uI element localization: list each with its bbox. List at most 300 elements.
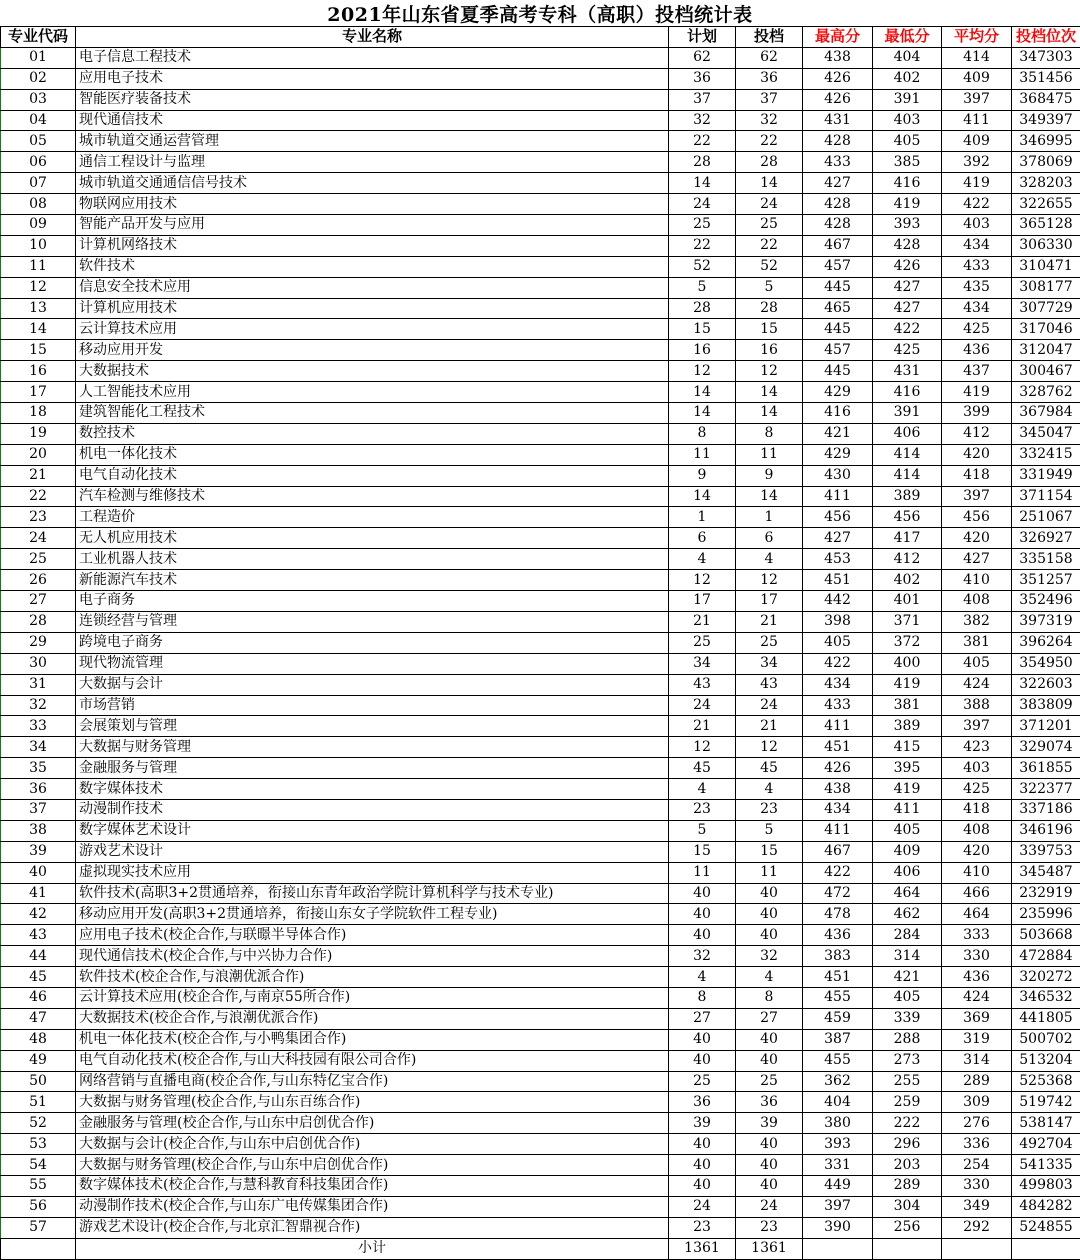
- cell-name[interactable]: 跨境电子商务: [76, 632, 669, 653]
- cell-max-score[interactable]: 436: [803, 925, 873, 946]
- cell-plan[interactable]: 40: [669, 1175, 736, 1196]
- cell-rank[interactable]: 513204: [1012, 1050, 1080, 1071]
- cell-admitted[interactable]: 28: [736, 298, 803, 319]
- cell-avg-score[interactable]: 427: [942, 549, 1012, 570]
- cell-rank[interactable]: 337186: [1012, 799, 1080, 820]
- cell-code[interactable]: 31: [1, 674, 76, 695]
- cell-max-score[interactable]: 428: [803, 215, 873, 236]
- cell-avg-score[interactable]: 412: [942, 423, 1012, 444]
- cell-code[interactable]: 55: [1, 1175, 76, 1196]
- cell-max-score[interactable]: 438: [803, 779, 873, 800]
- cell-plan[interactable]: 37: [669, 89, 736, 110]
- cell-code[interactable]: 25: [1, 549, 76, 570]
- cell-min-score[interactable]: 371: [873, 611, 942, 632]
- cell-rank[interactable]: 329074: [1012, 737, 1080, 758]
- cell-name[interactable]: 通信工程设计与监理: [76, 152, 669, 173]
- subtotal-admitted[interactable]: 1361: [736, 1238, 803, 1259]
- cell-avg-score[interactable]: 392: [942, 152, 1012, 173]
- cell-admitted[interactable]: 32: [736, 110, 803, 131]
- cell-plan[interactable]: 22: [669, 131, 736, 152]
- cell-admitted[interactable]: 21: [736, 611, 803, 632]
- cell-name[interactable]: 新能源汽车技术: [76, 570, 669, 591]
- cell-rank[interactable]: 310471: [1012, 256, 1080, 277]
- cell-name[interactable]: 建筑智能化工程技术: [76, 403, 669, 424]
- cell-code[interactable]: 15: [1, 340, 76, 361]
- cell-plan[interactable]: 40: [669, 1050, 736, 1071]
- cell-plan[interactable]: 15: [669, 319, 736, 340]
- cell-rank[interactable]: 306330: [1012, 235, 1080, 256]
- cell-min-score[interactable]: 414: [873, 465, 942, 486]
- cell-plan[interactable]: 40: [669, 1155, 736, 1176]
- cell-min-score[interactable]: 296: [873, 1134, 942, 1155]
- cell-min-score[interactable]: 372: [873, 632, 942, 653]
- cell-avg-score[interactable]: 405: [942, 653, 1012, 674]
- cell-min-score[interactable]: 427: [873, 298, 942, 319]
- cell-avg-score[interactable]: 319: [942, 1029, 1012, 1050]
- cell-name[interactable]: 汽车检测与维修技术: [76, 486, 669, 507]
- cell-plan[interactable]: 14: [669, 173, 736, 194]
- cell-plan[interactable]: 40: [669, 1134, 736, 1155]
- cell-avg-score[interactable]: 456: [942, 507, 1012, 528]
- cell-rank[interactable]: 371201: [1012, 716, 1080, 737]
- cell-min-score[interactable]: 288: [873, 1029, 942, 1050]
- cell-avg-score[interactable]: 424: [942, 674, 1012, 695]
- cell-max-score[interactable]: 398: [803, 611, 873, 632]
- cell-code[interactable]: 51: [1, 1092, 76, 1113]
- header-max-score[interactable]: 最高分: [803, 27, 873, 48]
- cell-plan[interactable]: 22: [669, 235, 736, 256]
- cell-admitted[interactable]: 25: [736, 1071, 803, 1092]
- cell-plan[interactable]: 12: [669, 361, 736, 382]
- cell-avg-score[interactable]: 464: [942, 904, 1012, 925]
- cell-max-score[interactable]: 453: [803, 549, 873, 570]
- cell-admitted[interactable]: 14: [736, 382, 803, 403]
- cell-max-score[interactable]: 457: [803, 256, 873, 277]
- cell-min-score[interactable]: 402: [873, 68, 942, 89]
- cell-plan[interactable]: 40: [669, 925, 736, 946]
- cell-avg-score[interactable]: 369: [942, 1008, 1012, 1029]
- cell-max-score[interactable]: 457: [803, 340, 873, 361]
- cell-rank[interactable]: 351456: [1012, 68, 1080, 89]
- cell-admitted[interactable]: 34: [736, 653, 803, 674]
- cell-avg-score[interactable]: 434: [942, 235, 1012, 256]
- cell-avg-score[interactable]: 408: [942, 820, 1012, 841]
- cell-avg-score[interactable]: 410: [942, 570, 1012, 591]
- cell-code[interactable]: 16: [1, 361, 76, 382]
- cell-min-score[interactable]: 393: [873, 215, 942, 236]
- cell-rank[interactable]: 541335: [1012, 1155, 1080, 1176]
- cell-rank[interactable]: 371154: [1012, 486, 1080, 507]
- cell-admitted[interactable]: 23: [736, 1217, 803, 1238]
- cell-min-score[interactable]: 422: [873, 319, 942, 340]
- cell-code[interactable]: 28: [1, 611, 76, 632]
- cell-name[interactable]: 连锁经营与管理: [76, 611, 669, 632]
- cell-admitted[interactable]: 5: [736, 820, 803, 841]
- cell-rank[interactable]: 335158: [1012, 549, 1080, 570]
- cell-min-score[interactable]: 273: [873, 1050, 942, 1071]
- cell-rank[interactable]: 492704: [1012, 1134, 1080, 1155]
- cell-admitted[interactable]: 8: [736, 987, 803, 1008]
- cell-admitted[interactable]: 8: [736, 423, 803, 444]
- cell-min-score[interactable]: 456: [873, 507, 942, 528]
- cell-min-score[interactable]: 259: [873, 1092, 942, 1113]
- cell-rank[interactable]: 346532: [1012, 987, 1080, 1008]
- cell-name[interactable]: 机电一体化技术(校企合作,与小鸭集团合作): [76, 1029, 669, 1050]
- cell-name[interactable]: 游戏艺术设计(校企合作,与北京汇智鼎视合作): [76, 1217, 669, 1238]
- cell-admitted[interactable]: 40: [736, 904, 803, 925]
- cell-plan[interactable]: 15: [669, 841, 736, 862]
- cell-name[interactable]: 智能产品开发与应用: [76, 215, 669, 236]
- cell-admitted[interactable]: 40: [736, 1175, 803, 1196]
- cell-min-score[interactable]: 426: [873, 256, 942, 277]
- cell-min-score[interactable]: 255: [873, 1071, 942, 1092]
- cell-rank[interactable]: 500702: [1012, 1029, 1080, 1050]
- cell-name[interactable]: 软件技术: [76, 256, 669, 277]
- cell-max-score[interactable]: 459: [803, 1008, 873, 1029]
- cell-admitted[interactable]: 12: [736, 361, 803, 382]
- cell-code[interactable]: 35: [1, 758, 76, 779]
- cell-plan[interactable]: 4: [669, 549, 736, 570]
- cell-avg-score[interactable]: 397: [942, 486, 1012, 507]
- cell-code[interactable]: 47: [1, 1008, 76, 1029]
- cell-code[interactable]: 09: [1, 215, 76, 236]
- cell-name[interactable]: 电气自动化技术: [76, 465, 669, 486]
- cell-code[interactable]: 49: [1, 1050, 76, 1071]
- cell-plan[interactable]: 28: [669, 152, 736, 173]
- cell-admitted[interactable]: 40: [736, 1134, 803, 1155]
- cell-admitted[interactable]: 45: [736, 758, 803, 779]
- cell-name[interactable]: 现代通信技术(校企合作,与中兴协力合作): [76, 946, 669, 967]
- cell-plan[interactable]: 21: [669, 611, 736, 632]
- cell-min-score[interactable]: 391: [873, 89, 942, 110]
- cell-admitted[interactable]: 24: [736, 695, 803, 716]
- cell-name[interactable]: 大数据与会计: [76, 674, 669, 695]
- cell-min-score[interactable]: 419: [873, 194, 942, 215]
- cell-rank[interactable]: 538147: [1012, 1113, 1080, 1134]
- cell-name[interactable]: 网络营销与直播电商(校企合作,与山东特亿宝合作): [76, 1071, 669, 1092]
- cell-rank[interactable]: 251067: [1012, 507, 1080, 528]
- cell-avg-score[interactable]: 399: [942, 403, 1012, 424]
- cell-code[interactable]: 12: [1, 277, 76, 298]
- cell-name[interactable]: 大数据技术(校企合作,与浪潮优派合作): [76, 1008, 669, 1029]
- cell-min-score[interactable]: 416: [873, 173, 942, 194]
- cell-rank[interactable]: 352496: [1012, 591, 1080, 612]
- cell-avg-score[interactable]: 436: [942, 967, 1012, 988]
- cell-code[interactable]: 06: [1, 152, 76, 173]
- cell-avg-score[interactable]: 382: [942, 611, 1012, 632]
- cell-admitted[interactable]: 52: [736, 256, 803, 277]
- cell-rank[interactable]: 396264: [1012, 632, 1080, 653]
- cell-max-score[interactable]: 478: [803, 904, 873, 925]
- cell-admitted[interactable]: 5: [736, 277, 803, 298]
- cell-min-score[interactable]: 256: [873, 1217, 942, 1238]
- cell-min-score[interactable]: 391: [873, 403, 942, 424]
- cell-avg-score[interactable]: 403: [942, 758, 1012, 779]
- cell-code[interactable]: 34: [1, 737, 76, 758]
- cell-admitted[interactable]: 14: [736, 173, 803, 194]
- cell-max-score[interactable]: 422: [803, 653, 873, 674]
- cell-plan[interactable]: 24: [669, 194, 736, 215]
- cell-max-score[interactable]: 433: [803, 152, 873, 173]
- cell-plan[interactable]: 25: [669, 1071, 736, 1092]
- cell-plan[interactable]: 12: [669, 570, 736, 591]
- cell-avg-score[interactable]: 418: [942, 799, 1012, 820]
- cell-avg-score[interactable]: 420: [942, 841, 1012, 862]
- cell-plan[interactable]: 43: [669, 674, 736, 695]
- cell-admitted[interactable]: 14: [736, 486, 803, 507]
- cell-plan[interactable]: 36: [669, 68, 736, 89]
- cell-code[interactable]: 17: [1, 382, 76, 403]
- cell-plan[interactable]: 24: [669, 695, 736, 716]
- cell-code[interactable]: 41: [1, 883, 76, 904]
- cell-code[interactable]: 39: [1, 841, 76, 862]
- cell-admitted[interactable]: 11: [736, 444, 803, 465]
- cell-avg-score[interactable]: 414: [942, 47, 1012, 68]
- cell-name[interactable]: 电气自动化技术(校企合作,与山大科技园有限公司合作): [76, 1050, 669, 1071]
- cell-max-score[interactable]: 430: [803, 465, 873, 486]
- cell-min-score[interactable]: 431: [873, 361, 942, 382]
- cell-plan[interactable]: 32: [669, 946, 736, 967]
- cell-rank[interactable]: 368475: [1012, 89, 1080, 110]
- cell-name[interactable]: 大数据与财务管理(校企合作,与山东中启创优合作): [76, 1155, 669, 1176]
- cell-code[interactable]: 27: [1, 591, 76, 612]
- cell-code[interactable]: 53: [1, 1134, 76, 1155]
- cell-avg-score[interactable]: 330: [942, 1175, 1012, 1196]
- cell-admitted[interactable]: 40: [736, 1155, 803, 1176]
- cell-code[interactable]: 36: [1, 779, 76, 800]
- cell-max-score[interactable]: 472: [803, 883, 873, 904]
- cell-plan[interactable]: 62: [669, 47, 736, 68]
- cell-admitted[interactable]: 39: [736, 1113, 803, 1134]
- cell-plan[interactable]: 40: [669, 1029, 736, 1050]
- header-plan[interactable]: 计划: [669, 27, 736, 48]
- cell-avg-score[interactable]: 408: [942, 591, 1012, 612]
- cell-plan[interactable]: 39: [669, 1113, 736, 1134]
- cell-name[interactable]: 移动应用开发(高职3+2贯通培养，衔接山东女子学院软件工程专业): [76, 904, 669, 925]
- cell-plan[interactable]: 52: [669, 256, 736, 277]
- cell-plan[interactable]: 5: [669, 277, 736, 298]
- cell-avg-score[interactable]: 349: [942, 1196, 1012, 1217]
- cell-min-score[interactable]: 400: [873, 653, 942, 674]
- cell-min-score[interactable]: 411: [873, 799, 942, 820]
- cell-rank[interactable]: 307729: [1012, 298, 1080, 319]
- cell-avg-score[interactable]: 292: [942, 1217, 1012, 1238]
- cell-rank[interactable]: 361855: [1012, 758, 1080, 779]
- cell-plan[interactable]: 8: [669, 987, 736, 1008]
- cell-max-score[interactable]: 465: [803, 298, 873, 319]
- cell-max-score[interactable]: 467: [803, 235, 873, 256]
- cell-plan[interactable]: 27: [669, 1008, 736, 1029]
- cell-name[interactable]: 市场营销: [76, 695, 669, 716]
- cell-admitted[interactable]: 40: [736, 1029, 803, 1050]
- cell-min-score[interactable]: 406: [873, 862, 942, 883]
- cell-rank[interactable]: 503668: [1012, 925, 1080, 946]
- cell-max-score[interactable]: 411: [803, 820, 873, 841]
- cell-name[interactable]: 工业机器人技术: [76, 549, 669, 570]
- cell-name[interactable]: 信息安全技术应用: [76, 277, 669, 298]
- cell-avg-score[interactable]: 410: [942, 862, 1012, 883]
- cell-code[interactable]: 24: [1, 528, 76, 549]
- cell-rank[interactable]: 347303: [1012, 47, 1080, 68]
- cell-min-score[interactable]: 415: [873, 737, 942, 758]
- cell-name[interactable]: 大数据与财务管理(校企合作,与山东百练合作): [76, 1092, 669, 1113]
- cell-min-score[interactable]: 289: [873, 1175, 942, 1196]
- cell-name[interactable]: 城市轨道交通通信信号技术: [76, 173, 669, 194]
- cell-max-score[interactable]: 426: [803, 89, 873, 110]
- cell-rank[interactable]: 308177: [1012, 277, 1080, 298]
- cell-admitted[interactable]: 21: [736, 716, 803, 737]
- cell-admitted[interactable]: 22: [736, 131, 803, 152]
- cell-max-score[interactable]: 445: [803, 277, 873, 298]
- cell-avg-score[interactable]: 254: [942, 1155, 1012, 1176]
- cell-rank[interactable]: 339753: [1012, 841, 1080, 862]
- cell-name[interactable]: 大数据与财务管理: [76, 737, 669, 758]
- cell-plan[interactable]: 6: [669, 528, 736, 549]
- cell-rank[interactable]: 322655: [1012, 194, 1080, 215]
- cell-plan[interactable]: 23: [669, 1217, 736, 1238]
- header-rank[interactable]: 投档位次: [1012, 27, 1080, 48]
- cell-avg-score[interactable]: 435: [942, 277, 1012, 298]
- cell-code[interactable]: 45: [1, 967, 76, 988]
- cell-admitted[interactable]: 62: [736, 47, 803, 68]
- cell-code[interactable]: 56: [1, 1196, 76, 1217]
- cell-avg-score[interactable]: 419: [942, 382, 1012, 403]
- cell-avg-score[interactable]: 309: [942, 1092, 1012, 1113]
- cell-code[interactable]: 21: [1, 465, 76, 486]
- cell-code[interactable]: 07: [1, 173, 76, 194]
- cell-rank[interactable]: 328203: [1012, 173, 1080, 194]
- cell-avg-score[interactable]: 333: [942, 925, 1012, 946]
- cell-avg-score[interactable]: 336: [942, 1134, 1012, 1155]
- cell-avg-score[interactable]: 397: [942, 89, 1012, 110]
- cell-rank[interactable]: 346196: [1012, 820, 1080, 841]
- cell-plan[interactable]: 11: [669, 444, 736, 465]
- cell-min-score[interactable]: 401: [873, 591, 942, 612]
- cell-avg-score[interactable]: 409: [942, 131, 1012, 152]
- cell-code[interactable]: 50: [1, 1071, 76, 1092]
- cell-rank[interactable]: 525368: [1012, 1071, 1080, 1092]
- cell-code[interactable]: 01: [1, 47, 76, 68]
- cell-avg-score[interactable]: 411: [942, 110, 1012, 131]
- cell-plan[interactable]: 25: [669, 215, 736, 236]
- cell-name[interactable]: 机电一体化技术: [76, 444, 669, 465]
- cell-admitted[interactable]: 15: [736, 841, 803, 862]
- cell-name[interactable]: 虚拟现实技术应用: [76, 862, 669, 883]
- subtotal-code-cell[interactable]: [1, 1238, 76, 1259]
- cell-max-score[interactable]: 362: [803, 1071, 873, 1092]
- cell-min-score[interactable]: 405: [873, 131, 942, 152]
- cell-name[interactable]: 移动应用开发: [76, 340, 669, 361]
- cell-max-score[interactable]: 380: [803, 1113, 873, 1134]
- cell-avg-score[interactable]: 425: [942, 319, 1012, 340]
- cell-min-score[interactable]: 304: [873, 1196, 942, 1217]
- cell-code[interactable]: 18: [1, 403, 76, 424]
- cell-code[interactable]: 26: [1, 570, 76, 591]
- cell-admitted[interactable]: 6: [736, 528, 803, 549]
- cell-rank[interactable]: 499803: [1012, 1175, 1080, 1196]
- cell-max-score[interactable]: 428: [803, 194, 873, 215]
- cell-admitted[interactable]: 27: [736, 1008, 803, 1029]
- cell-avg-score[interactable]: 437: [942, 361, 1012, 382]
- cell-plan[interactable]: 4: [669, 967, 736, 988]
- cell-name[interactable]: 游戏艺术设计: [76, 841, 669, 862]
- cell-rank[interactable]: 354950: [1012, 653, 1080, 674]
- cell-code[interactable]: 52: [1, 1113, 76, 1134]
- cell-code[interactable]: 54: [1, 1155, 76, 1176]
- cell-rank[interactable]: 235996: [1012, 904, 1080, 925]
- cell-admitted[interactable]: 16: [736, 340, 803, 361]
- cell-max-score[interactable]: 433: [803, 695, 873, 716]
- cell-plan[interactable]: 24: [669, 1196, 736, 1217]
- cell-max-score[interactable]: 434: [803, 674, 873, 695]
- cell-rank[interactable]: 317046: [1012, 319, 1080, 340]
- cell-rank[interactable]: 300467: [1012, 361, 1080, 382]
- cell-name[interactable]: 人工智能技术应用: [76, 382, 669, 403]
- cell-name[interactable]: 大数据与会计(校企合作,与山东中启创优合作): [76, 1134, 669, 1155]
- cell-name[interactable]: 城市轨道交通运营管理: [76, 131, 669, 152]
- cell-rank[interactable]: 484282: [1012, 1196, 1080, 1217]
- cell-plan[interactable]: 14: [669, 382, 736, 403]
- cell-max-score[interactable]: 449: [803, 1175, 873, 1196]
- cell-admitted[interactable]: 12: [736, 570, 803, 591]
- cell-min-score[interactable]: 419: [873, 779, 942, 800]
- cell-avg-score[interactable]: 381: [942, 632, 1012, 653]
- cell-plan[interactable]: 14: [669, 486, 736, 507]
- cell-rank[interactable]: 367984: [1012, 403, 1080, 424]
- cell-admitted[interactable]: 17: [736, 591, 803, 612]
- cell-rank[interactable]: 349397: [1012, 110, 1080, 131]
- cell-max-score[interactable]: 456: [803, 507, 873, 528]
- cell-rank[interactable]: 397319: [1012, 611, 1080, 632]
- cell-name[interactable]: 计算机网络技术: [76, 235, 669, 256]
- cell-max-score[interactable]: 467: [803, 841, 873, 862]
- cell-rank[interactable]: 524855: [1012, 1217, 1080, 1238]
- cell-max-score[interactable]: 438: [803, 47, 873, 68]
- cell-admitted[interactable]: 40: [736, 925, 803, 946]
- cell-plan[interactable]: 5: [669, 820, 736, 841]
- cell-max-score[interactable]: 411: [803, 716, 873, 737]
- cell-name[interactable]: 应用电子技术: [76, 68, 669, 89]
- cell-max-score[interactable]: 431: [803, 110, 873, 131]
- cell-admitted[interactable]: 24: [736, 1196, 803, 1217]
- cell-avg-score[interactable]: 314: [942, 1050, 1012, 1071]
- cell-plan[interactable]: 8: [669, 423, 736, 444]
- cell-min-score[interactable]: 406: [873, 423, 942, 444]
- subtotal-max-cell[interactable]: [803, 1238, 873, 1259]
- cell-admitted[interactable]: 9: [736, 465, 803, 486]
- cell-name[interactable]: 电子商务: [76, 591, 669, 612]
- cell-admitted[interactable]: 15: [736, 319, 803, 340]
- cell-code[interactable]: 05: [1, 131, 76, 152]
- cell-admitted[interactable]: 4: [736, 549, 803, 570]
- cell-min-score[interactable]: 222: [873, 1113, 942, 1134]
- cell-avg-score[interactable]: 418: [942, 465, 1012, 486]
- cell-plan[interactable]: 4: [669, 779, 736, 800]
- cell-plan[interactable]: 9: [669, 465, 736, 486]
- cell-code[interactable]: 20: [1, 444, 76, 465]
- cell-min-score[interactable]: 395: [873, 758, 942, 779]
- cell-name[interactable]: 软件技术(高职3+2贯通培养，衔接山东青年政治学院计算机科学与技术专业): [76, 883, 669, 904]
- cell-code[interactable]: 19: [1, 423, 76, 444]
- cell-admitted[interactable]: 36: [736, 1092, 803, 1113]
- cell-min-score[interactable]: 428: [873, 235, 942, 256]
- cell-min-score[interactable]: 417: [873, 528, 942, 549]
- cell-plan[interactable]: 32: [669, 110, 736, 131]
- cell-admitted[interactable]: 32: [736, 946, 803, 967]
- cell-admitted[interactable]: 14: [736, 403, 803, 424]
- cell-rank[interactable]: 351257: [1012, 570, 1080, 591]
- cell-plan[interactable]: 34: [669, 653, 736, 674]
